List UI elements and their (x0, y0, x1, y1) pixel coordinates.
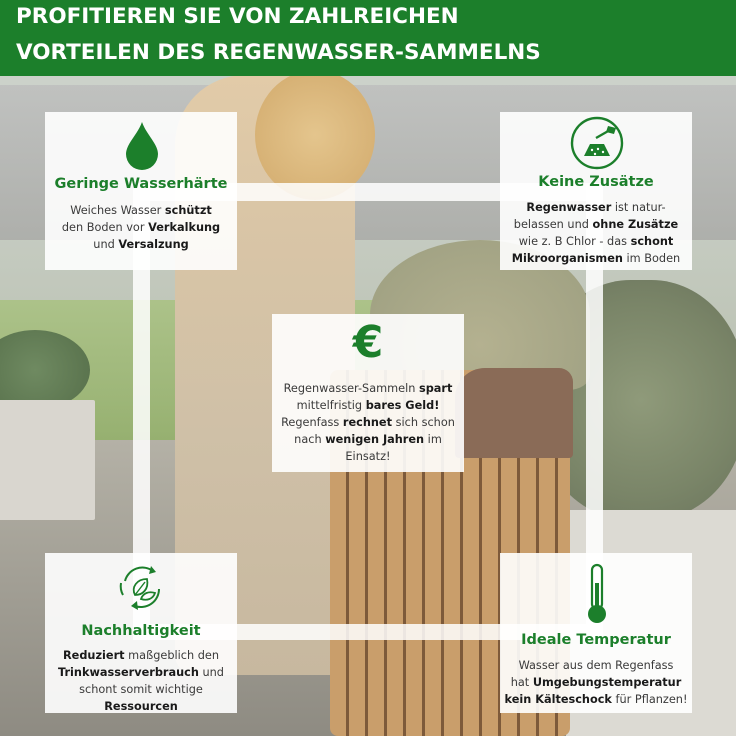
card-text: Wasser aus dem Regenfass hat Umgebungstemperatur kein Kälteschock für Pflanzen! (504, 659, 688, 706)
card-text: Reduziert maßgeblich den Trinkwasserverbrauch und schont somit wichtige Ressourcen (58, 649, 224, 713)
card-title: Nachhaltigkeit (81, 623, 201, 639)
card-temperatur (500, 553, 692, 713)
recycle-leaves-icon (115, 561, 167, 613)
woman-hair (255, 70, 375, 200)
header-title-line2: VORTEILEN DES REGENWASSER-SAMMELNS (16, 40, 541, 65)
planter-left (0, 400, 95, 520)
card-wasserhaerte (45, 112, 237, 270)
card-title: Geringe Wasserhärte (54, 176, 228, 192)
header-title-line1: PROFITIEREN SIE VON ZAHLREICHEN (16, 4, 459, 29)
card-geld (272, 314, 464, 472)
card-text: Regenwasser-Sammeln spart mittelfristig bares Geld! Regenfass rechnet sich schon nach wenigen Jahren im Einsatz! (281, 382, 455, 463)
header-banner (0, 0, 736, 76)
card-text: Regenwasser ist natur- belassen und ohne Zusätze wie z. B Chlor - das schont Mikroorganismen im Boden (511, 201, 681, 265)
water-drop-icon (124, 120, 160, 172)
thermometer-icon (586, 563, 608, 625)
card-title: Ideale Temperatur (521, 632, 671, 648)
card-text: Weiches Wasser schützt den Boden vor Verkalkung und Versalzung (61, 204, 221, 251)
card-title: Keine Zusätze (538, 174, 654, 190)
barrel-lid (455, 368, 573, 458)
card-nachhaltigkeit (45, 553, 237, 713)
card-zusaetze (500, 112, 692, 270)
euro-icon: € (352, 317, 384, 368)
soil-scoop-icon (570, 116, 624, 170)
